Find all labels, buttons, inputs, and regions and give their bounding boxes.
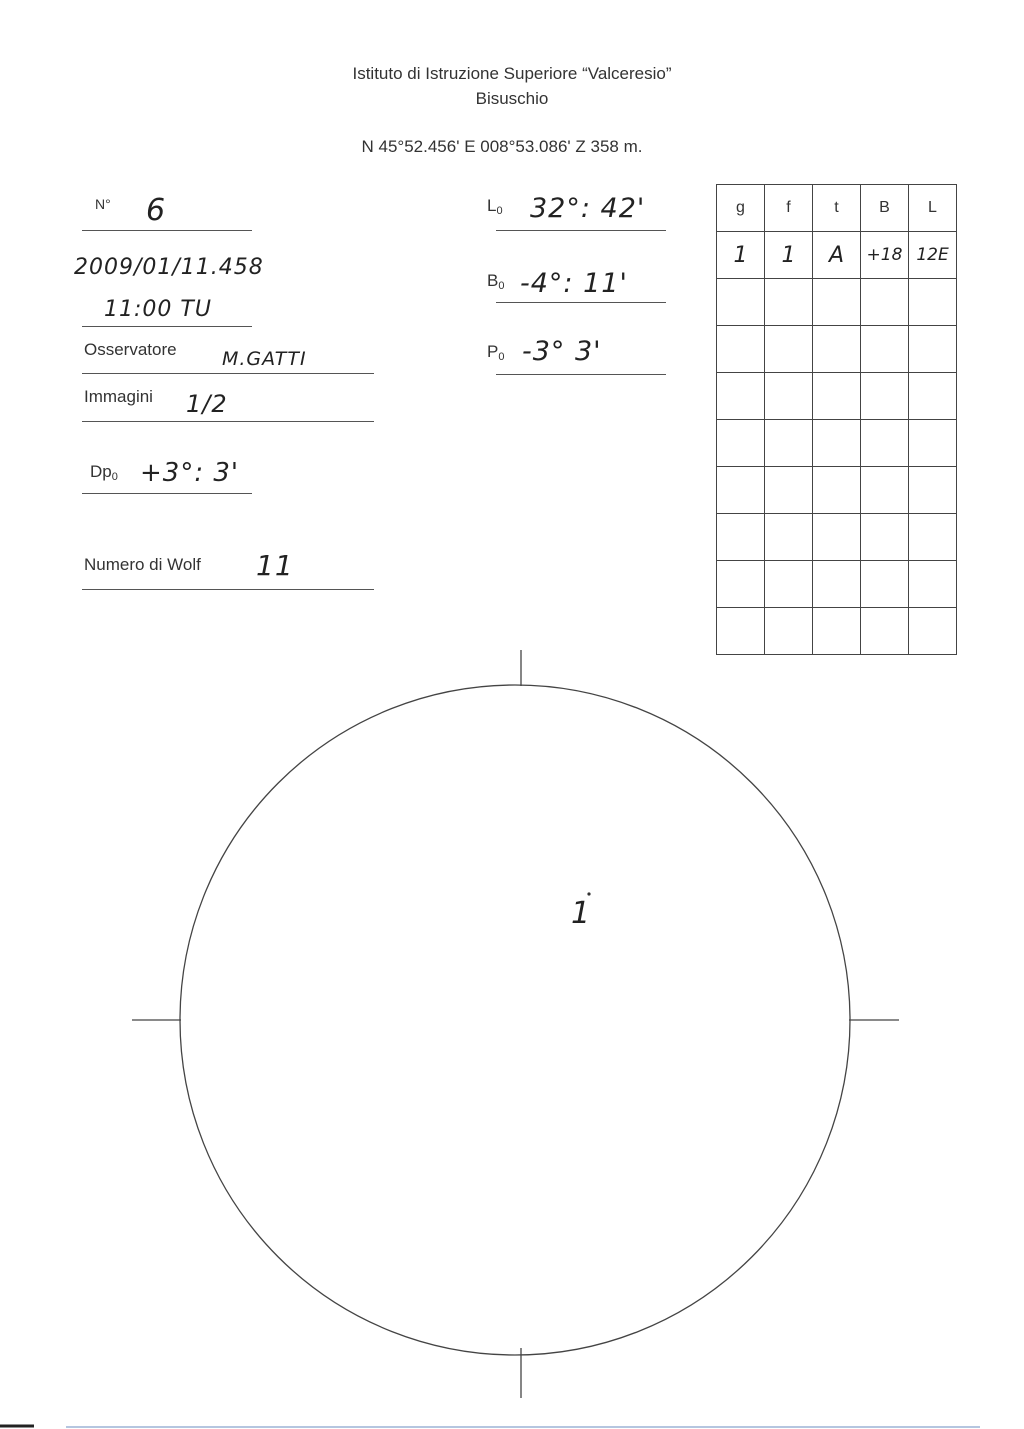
table-cell: A — [813, 232, 861, 279]
p0-label-main: P — [487, 342, 499, 361]
observatory-coordinates: N 45°52.456' E 008°53.086' Z 358 m. — [361, 137, 643, 156]
observer-label: Osservatore — [84, 340, 177, 359]
b0-value: -4°: 11' — [520, 268, 628, 299]
p0-label-sub: 0 — [498, 351, 505, 363]
column-header-t: t — [813, 185, 861, 232]
b0-label-sub: 0 — [498, 280, 505, 292]
number-value: 6 — [146, 193, 167, 228]
l0-label-sub: 0 — [496, 205, 503, 217]
b0-label-main: B — [487, 271, 499, 290]
number-label: N° — [95, 196, 111, 212]
table-cell: +18 — [861, 232, 909, 279]
wolf-number-label: Numero di Wolf — [84, 555, 201, 574]
table-cell: 1 — [765, 232, 813, 279]
town-name: Bisuschio — [475, 89, 549, 108]
column-header-b: B — [861, 185, 909, 232]
column-header-f: f — [765, 185, 813, 232]
time-value: 11:00 TU — [104, 297, 212, 322]
images-value: 1/2 — [186, 390, 228, 418]
observer-value: M.GATTI — [222, 348, 307, 370]
table-cell: 12E — [909, 232, 957, 279]
dp0-label-sub: 0 — [111, 471, 118, 483]
date-value: 2009/01/11.458 — [74, 255, 264, 280]
p0-value: -3° 3' — [522, 336, 602, 367]
images-label: Immagini — [84, 387, 153, 406]
l0-value: 32°: 42' — [530, 193, 646, 224]
sunspot-group-marker: 1 — [571, 896, 592, 931]
institute-title: Istituto di Istruzione Superiore “Valceresio” — [352, 64, 672, 83]
column-header-l: L — [909, 185, 957, 232]
solar-disk-outline — [180, 685, 850, 1355]
column-header-g: g — [717, 185, 765, 232]
l0-label-main: L — [487, 196, 497, 215]
wolf-number-value: 11 — [256, 549, 294, 582]
table-cell: 1 — [717, 232, 765, 279]
dp0-label-main: Dp — [90, 462, 112, 481]
dp0-value: +3°: 3' — [140, 458, 240, 488]
